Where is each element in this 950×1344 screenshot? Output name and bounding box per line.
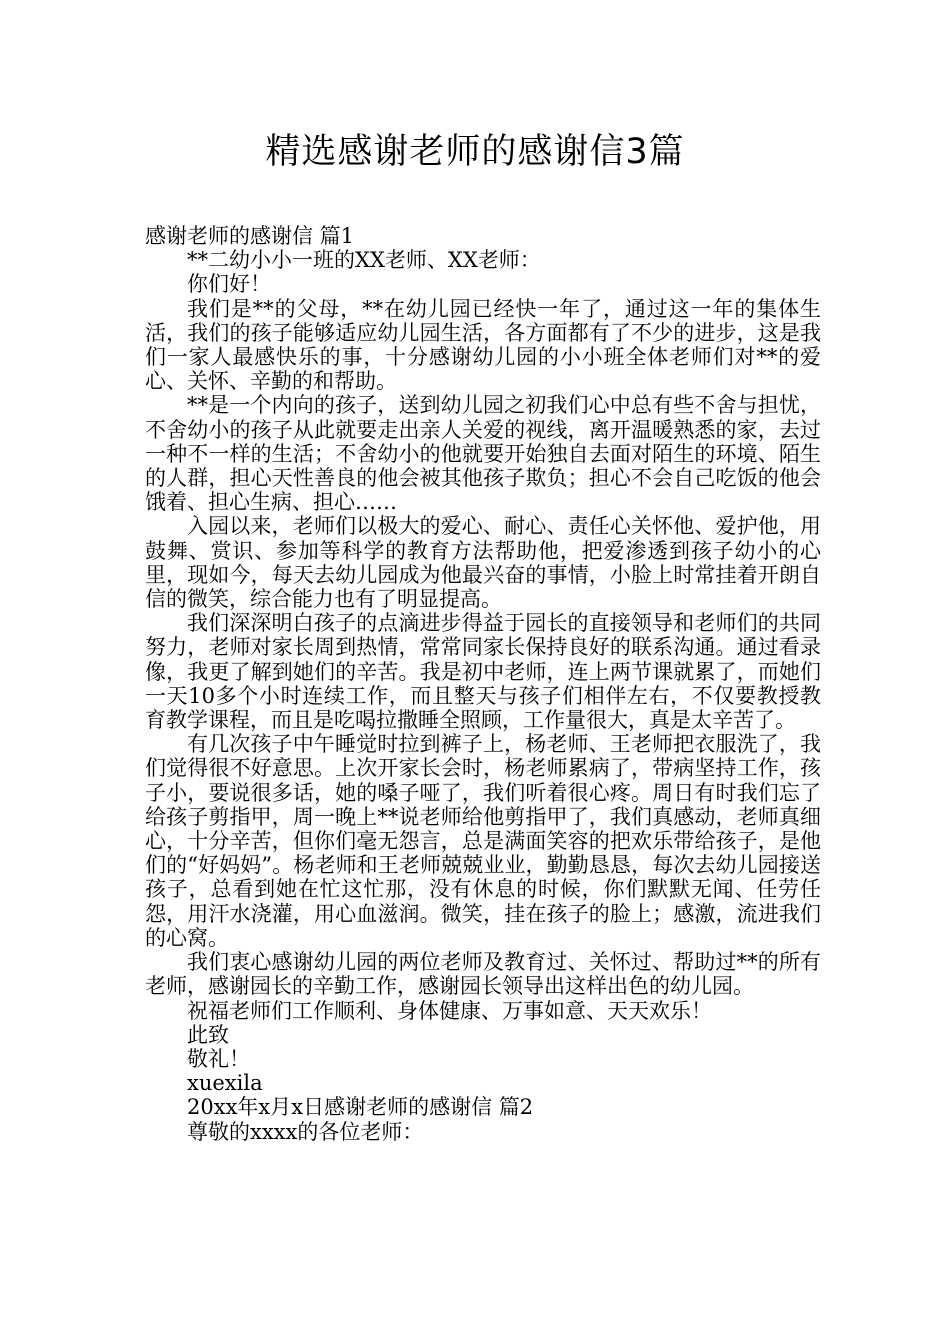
body-paragraph: 有几次孩子中午睡觉时拉到裤子上，杨老师、王老师把衣服洗了，我们觉得很不好意思。上次开家长会时，杨老师累病了，带病坚持工作，孩子小，要说很多话，她的嗓子哑了，我们听着很心疼。周日有时我们忘了给孩子剪指甲，周一晚上**说老师给他剪指甲了，我们真感动，老师真细心，十分辛苦，但你们毫无怨言，总是满面笑容的把欢乐带给孩子，是他们的“好妈妈”。杨老师和王老师兢兢业业，勤勤恳恳，每次去幼儿园接送孩子，总看到她在忙这忙那，没有休息的时候，你们默默无闻、任劳任怨，用汗水浇灌，用心血滋润。微笑，挂在孩子的脸上；感激，流进我们的心窝。 bbox=[145, 732, 821, 950]
signature: xuexila bbox=[187, 1071, 263, 1096]
document-body bbox=[145, 224, 821, 1144]
closing-wish: 祝福老师们工作顺利、身体健康、万事如意、天天欢乐！ bbox=[187, 998, 712, 1023]
document-title: 精选感谢老师的感谢信3篇 bbox=[265, 132, 685, 172]
greeting: 你们好！ bbox=[187, 272, 271, 297]
closing-salute: 敬礼！ bbox=[187, 1046, 250, 1071]
body-paragraph: 我们是**的父母，**在幼儿园已经快一年了，通过这一年的集体生活，我们的孩子能够适应幼儿园生活，各方面都有了不少的进步，这是我们一家人最感快乐的事，十分感谢幼儿园的小小班全体老师们对**的爱心、关怀、辛勤的和帮助。 bbox=[145, 296, 821, 394]
date-and-section-heading: 20xx年x月x日感谢老师的感谢信 篇2 bbox=[187, 1095, 534, 1120]
section-heading: 感谢老师的感谢信 篇1 bbox=[145, 224, 355, 248]
body-paragraph: 入园以来，老师们以极大的爱心、耐心、责任心关怀他、爱护他，用鼓舞、赏识、参加等科学的教育方法帮助他，把爱渗透到孩子幼小的心里，现如今，每天去幼儿园成为他最兴奋的事情，小脸上时常挂着开朗自信的微笑，综合能力也有了明显提高。 bbox=[145, 514, 821, 612]
salutation: 尊敬的xxxx的各位老师： bbox=[187, 1119, 424, 1144]
salutation: **二幼小小一班的XX老师、XX老师： bbox=[187, 248, 541, 273]
body-paragraph: 我们衷心感谢幼儿园的两位老师及教育过、关怀过、帮助过**的所有老师，感谢园长的辛勤工作，感谢园长领导出这样出色的幼儿园。 bbox=[145, 950, 821, 999]
closing-phrase: 此致 bbox=[187, 1022, 229, 1047]
body-paragraph: 我们深深明白孩子的点滴进步得益于园长的直接领导和老师们的共同努力，老师对家长周到热情，常常同家长保持良好的联系沟通。通过看录像，我更了解到她们的辛苦。我是初中老师，连上两节课就累了，而她们一天10多个小时连续工作，而且整天与孩子们相伴左右，不仅要教授教育教学课程，而且是吃喝拉撒睡全照顾，工作量很大，真是太辛苦了。 bbox=[145, 611, 821, 733]
body-paragraph: **是一个内向的孩子，送到幼儿园之初我们心中总有些不舍与担忧，不舍幼小的孩子从此就要走出亲人关爱的视线，离开温暖熟悉的家，去过一种不一样的生活；不舍幼小的他就要开始独自去面对陌生的环境、陌生的人群，担心天性善良的他会被其他孩子欺负；担心不会自己吃饭的他会饿着、担心生病、担心…… bbox=[145, 393, 821, 515]
